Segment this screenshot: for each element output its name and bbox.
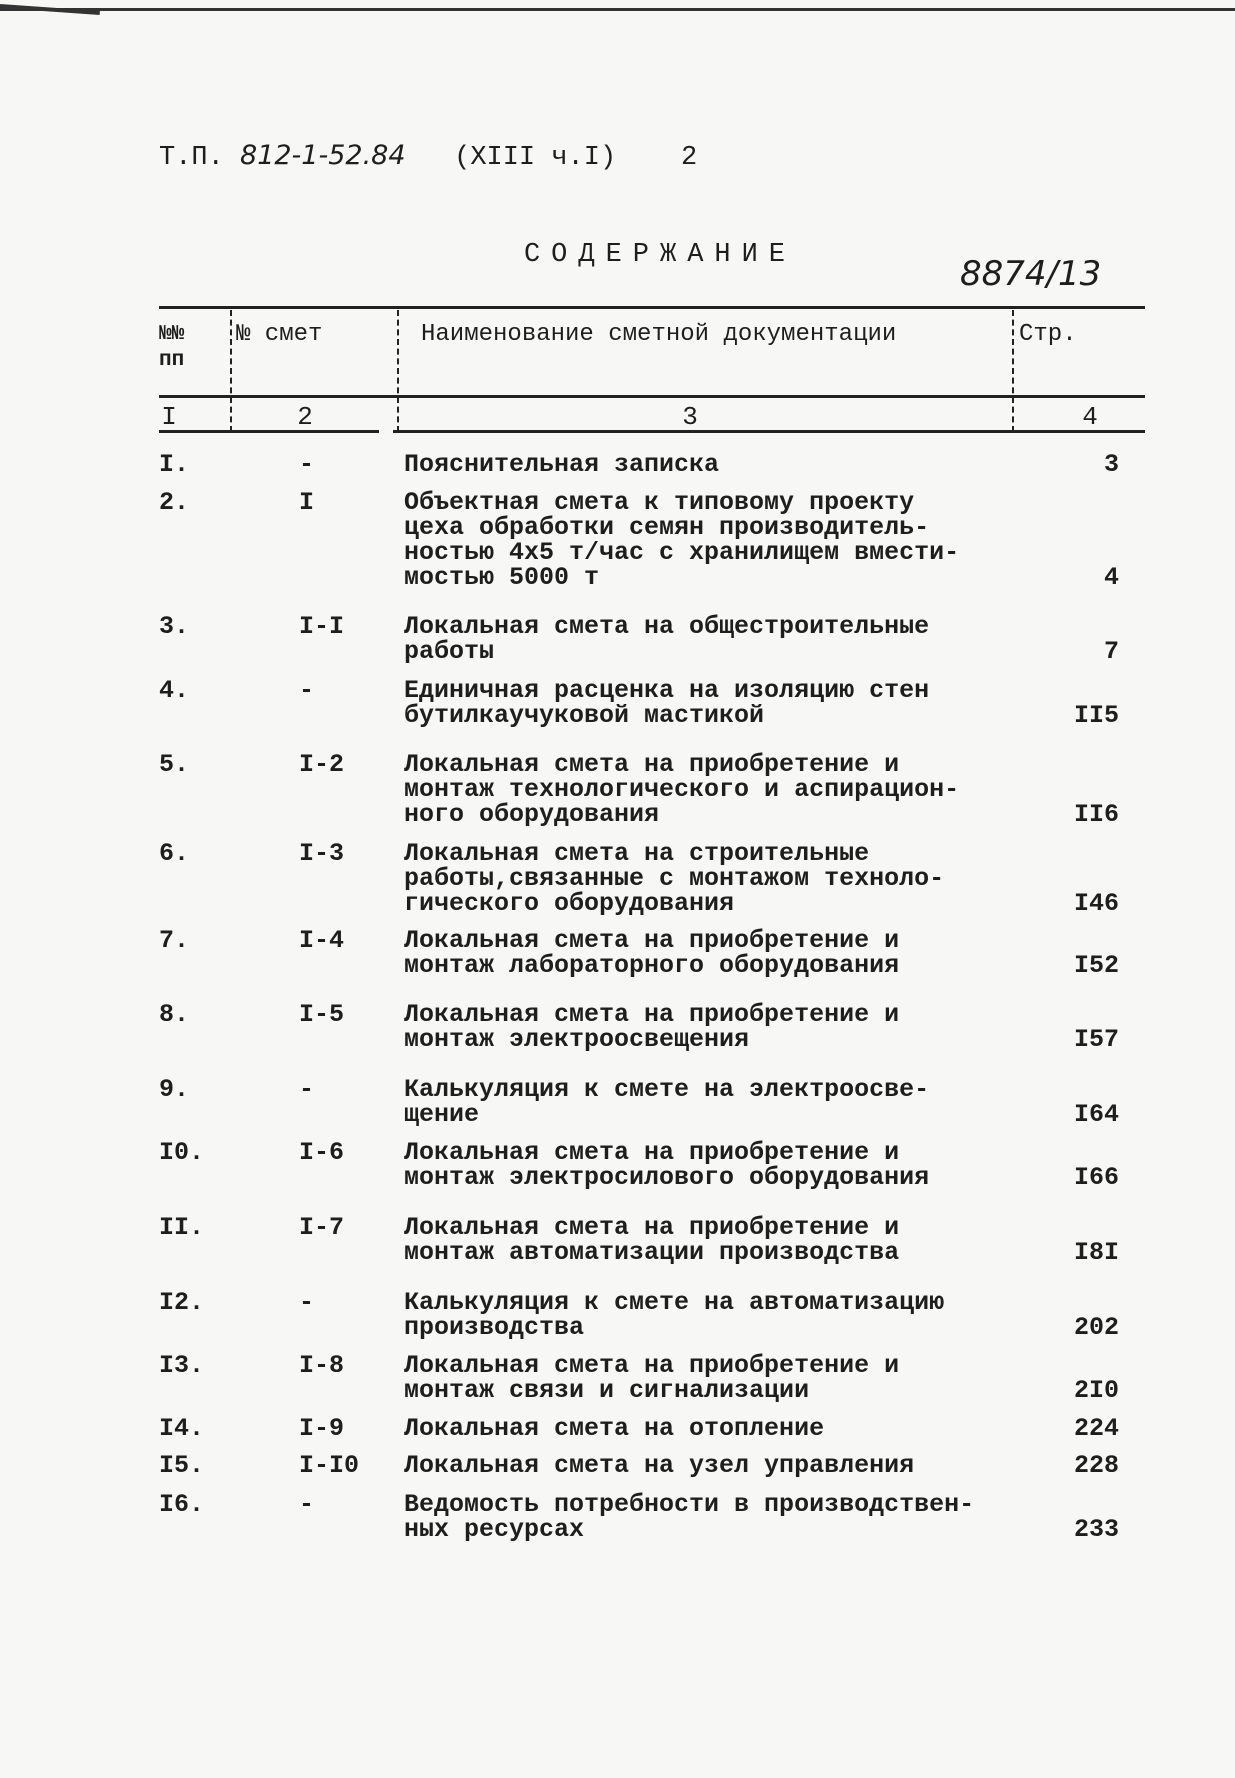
document-name: Локальная смета на строительные работы,связанные с монтажом техноло- гического оборудования [404, 839, 945, 918]
document-name: Локальная смета на отопление [404, 1414, 825, 1443]
table-row [159, 1353, 1119, 1403]
header-col-smeta: № смет [236, 321, 323, 348]
page-number: 2 [680, 143, 698, 173]
row-number: 5. [159, 750, 190, 779]
registration-number: 8874/13 [960, 254, 1102, 294]
smeta-number: - [299, 1288, 315, 1317]
page-ref: I8I [1073, 1238, 1119, 1267]
table-row [159, 752, 1119, 827]
table-row [159, 841, 1119, 916]
row-number: 3. [159, 612, 190, 641]
page-ref: I66 [1073, 1163, 1119, 1192]
document-name: Локальная смета на приобретение и монтаж электросилового оборудования [404, 1138, 930, 1192]
row-number: I2. [159, 1288, 205, 1317]
document-name: Пояснительная записка [404, 450, 720, 479]
column-divider-3 [1012, 310, 1014, 432]
smeta-number: - [299, 450, 315, 479]
table-row [159, 1290, 1119, 1340]
table-row [159, 1416, 1119, 1441]
colnum-2: 2 [297, 402, 313, 432]
page-ref: 7 [1103, 637, 1119, 666]
document-name: Единичная расценка на изоляцию стен бутилкаучуковой мастикой [404, 676, 930, 730]
scan-edge-line [0, 8, 1235, 11]
smeta-number: I-3 [299, 839, 345, 868]
page-ref: 233 [1073, 1515, 1119, 1544]
smeta-number: - [299, 1075, 315, 1104]
column-divider-1 [230, 310, 232, 432]
document-name: Объектная смета к типовому проекту цеха обработки семян производитель- ностью 4х5 т/час с хранилищем вмести- мостью 5000 т [404, 488, 960, 592]
table-colnum-border-left [159, 430, 379, 433]
table-row [159, 1453, 1119, 1478]
smeta-number: I-7 [299, 1213, 345, 1242]
smeta-number: I-2 [299, 750, 345, 779]
row-number: 7. [159, 926, 190, 955]
table-row [159, 490, 1119, 590]
header-col-number: №№ пп [159, 323, 185, 372]
document-name: Локальная смета на приобретение и монтаж лабораторного оборудования [404, 926, 900, 980]
document-name: Локальная смета на общестроительные работы [404, 612, 930, 666]
page-ref: 224 [1073, 1414, 1119, 1443]
table-row [159, 1077, 1119, 1127]
colnum-1: I [161, 402, 177, 432]
document-name: Локальная смета на приобретение и монтаж электроосвещения [404, 1000, 900, 1054]
page-ref: 3 [1103, 450, 1119, 479]
document-name: Локальная смета на приобретение и монтаж связи и сигнализации [404, 1351, 900, 1405]
document-header [159, 140, 697, 173]
smeta-number: I-5 [299, 1000, 345, 1029]
row-number: 6. [159, 839, 190, 868]
smeta-number: I-6 [299, 1138, 345, 1167]
project-code: 812-1-52.84 [240, 140, 406, 171]
row-number: I6. [159, 1490, 205, 1519]
row-number: 8. [159, 1000, 190, 1029]
smeta-number: I-8 [299, 1351, 345, 1380]
page-ref: I46 [1073, 889, 1119, 918]
smeta-number: I-4 [299, 926, 345, 955]
header-col-name: Наименование сметной документации [421, 321, 897, 348]
page-ref: II6 [1073, 800, 1119, 829]
row-number: I5. [159, 1451, 205, 1480]
table-row [159, 1492, 1119, 1542]
row-number: II. [159, 1213, 205, 1242]
document-name: Калькуляция к смете на автоматизацию производства [404, 1288, 945, 1342]
page-ref: 4 [1103, 563, 1119, 592]
volume-label: (XIII ч.I) [454, 143, 617, 173]
table-header-divider [159, 395, 1145, 398]
smeta-number: I [299, 488, 315, 517]
page-ref: 202 [1073, 1313, 1119, 1342]
document-name: Локальная смета на приобретение и монтаж технологического и аспирацион- ного оборудования [404, 750, 960, 829]
row-number: I4. [159, 1414, 205, 1443]
table-row [159, 1002, 1119, 1052]
table-row [159, 452, 1119, 477]
document-name: Локальная смета на узел управления [404, 1451, 915, 1480]
row-number: I3. [159, 1351, 205, 1380]
page-ref: I64 [1073, 1100, 1119, 1129]
row-number: 2. [159, 488, 190, 517]
table-row [159, 678, 1119, 728]
table-row [159, 1215, 1119, 1265]
smeta-number: I-I0 [299, 1451, 360, 1480]
page-ref: 228 [1073, 1451, 1119, 1480]
smeta-number: I-I [299, 612, 345, 641]
row-number: I. [159, 450, 190, 479]
row-number: 9. [159, 1075, 190, 1104]
column-divider-2 [397, 310, 399, 432]
table-row [159, 928, 1119, 978]
document-name: Калькуляция к смете на электроосве- щение [404, 1075, 930, 1129]
header-col-page: Стр. [1019, 321, 1077, 348]
page-ref: II5 [1073, 701, 1119, 730]
table-row [159, 1140, 1119, 1190]
table-top-border [159, 306, 1145, 309]
page-ref: 2I0 [1073, 1376, 1119, 1405]
table-colnum-border-right [393, 430, 1145, 433]
page-title: СОДЕРЖАНИЕ [523, 240, 797, 270]
smeta-number: - [299, 676, 315, 705]
page-ref: I52 [1073, 951, 1119, 980]
document-name: Ведомость потребности в производствен- ных ресурсах [404, 1490, 975, 1544]
colnum-3: 3 [682, 402, 698, 432]
smeta-number: I-9 [299, 1414, 345, 1443]
smeta-number: - [299, 1490, 315, 1519]
row-number: 4. [159, 676, 190, 705]
row-number: I0. [159, 1138, 205, 1167]
page-ref: I57 [1073, 1025, 1119, 1054]
colnum-4: 4 [1082, 402, 1098, 432]
table-row [159, 614, 1119, 664]
document-name: Локальная смета на приобретение и монтаж автоматизации производства [404, 1213, 900, 1267]
header-prefix: Т.П. [159, 143, 224, 173]
